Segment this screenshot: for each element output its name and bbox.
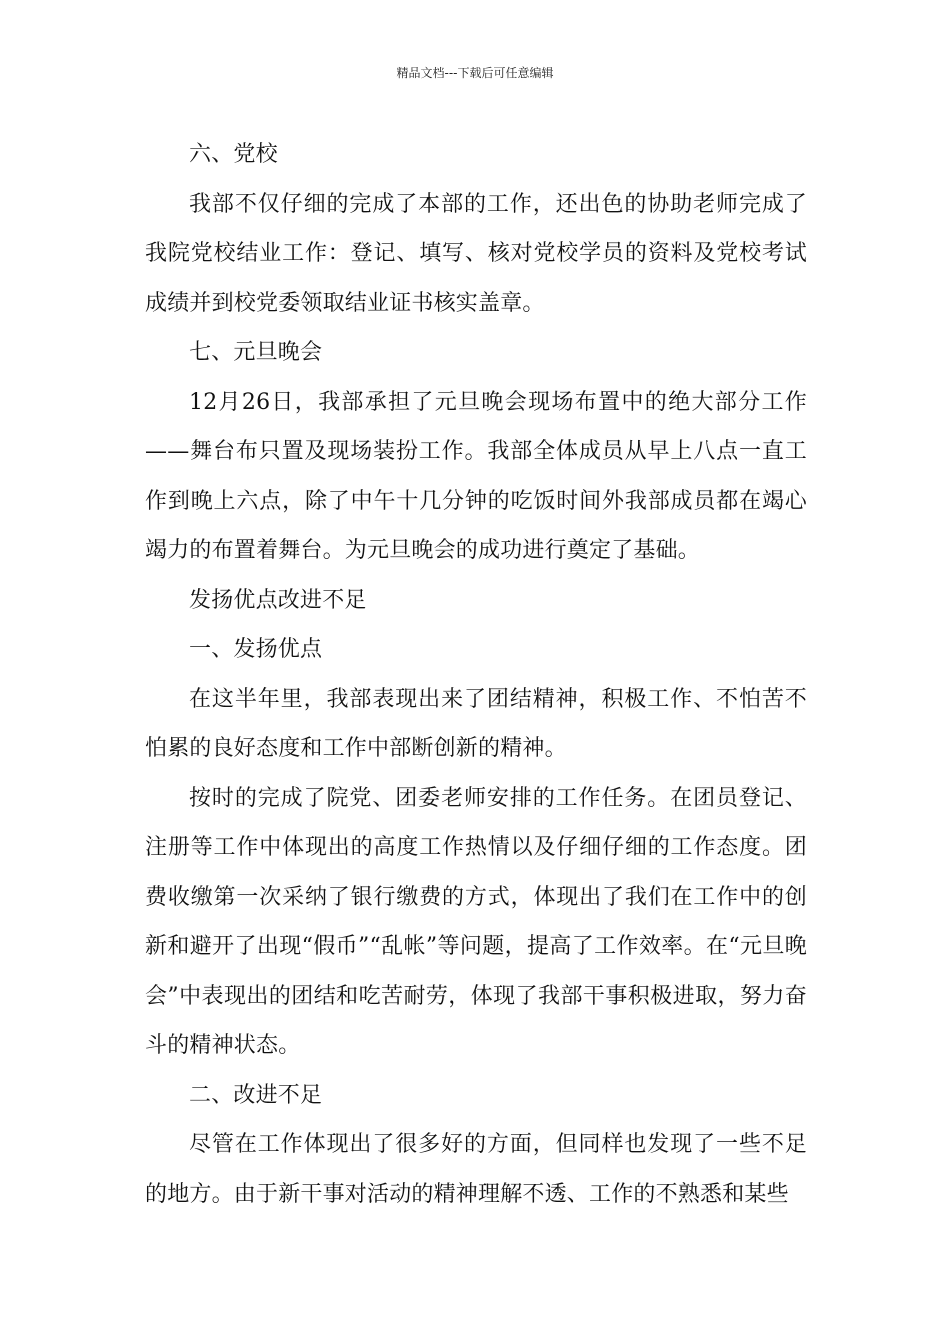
subheading-improvements: 二、改进不足 (189, 1082, 323, 1108)
section-heading-new-year-gala: 七、元旦晚会 (189, 340, 323, 365)
subheading-strengths: 一、发扬优点 (189, 637, 323, 662)
paragraph-new-year-gala: 12月26日，我部承担了元旦晚会现场布置中的绝大部分工作——舞台布只置及现场装扮工作。我部全体成员从早上八点一直工作到晚上六点，除了中午十几分钟的吃饭时间外我部成员都在竭心竭力的布置着舞台。为元旦晚会的成功进行奠定了基础。 (145, 389, 807, 563)
paragraph-improvements: 尽管在工作体现出了很多好的方面，但同样也发现了一些不足的地方。由于新干事对活动的精神理解不透、工作的不熟悉和某些 (145, 1132, 807, 1207)
paragraph-party-school: 我部不仅仔细的完成了本部的工作，还出色的协助老师完成了我院党校结业工作：登记、填写、核对党校学员的资料及党校考试成绩并到校党委领取结业证书核实盖章。 (145, 191, 807, 316)
paragraph-strengths-2: 按时的完成了院党、团委老师安排的工作任务。在团员登记、注册等工作中体现出的高度工作热情以及仔细仔细的工作态度。团费收缴第一次采纳了银行缴费的方式，体现出了我们在工作中的创新和避开了出现“假币”“乱帐”等问题，提高了工作效率。在“元旦晚会”中表现出的团结和吃苦耐劳，体现了我部干事积极进取，努力奋斗的精神状态。 (145, 785, 807, 1058)
document-body (145, 130, 807, 1219)
section-heading-strengths-weaknesses: 发扬优点改进不足 (189, 587, 367, 613)
page-header: 精品文档---下载后可任意编辑 (396, 66, 554, 80)
section-heading-party-school: 六、党校 (189, 142, 278, 167)
paragraph-strengths-1: 在这半年里，我部表现出来了团结精神，积极工作、不怕苦不怕累的良好态度和工作中部断创新的精神。 (145, 686, 807, 761)
